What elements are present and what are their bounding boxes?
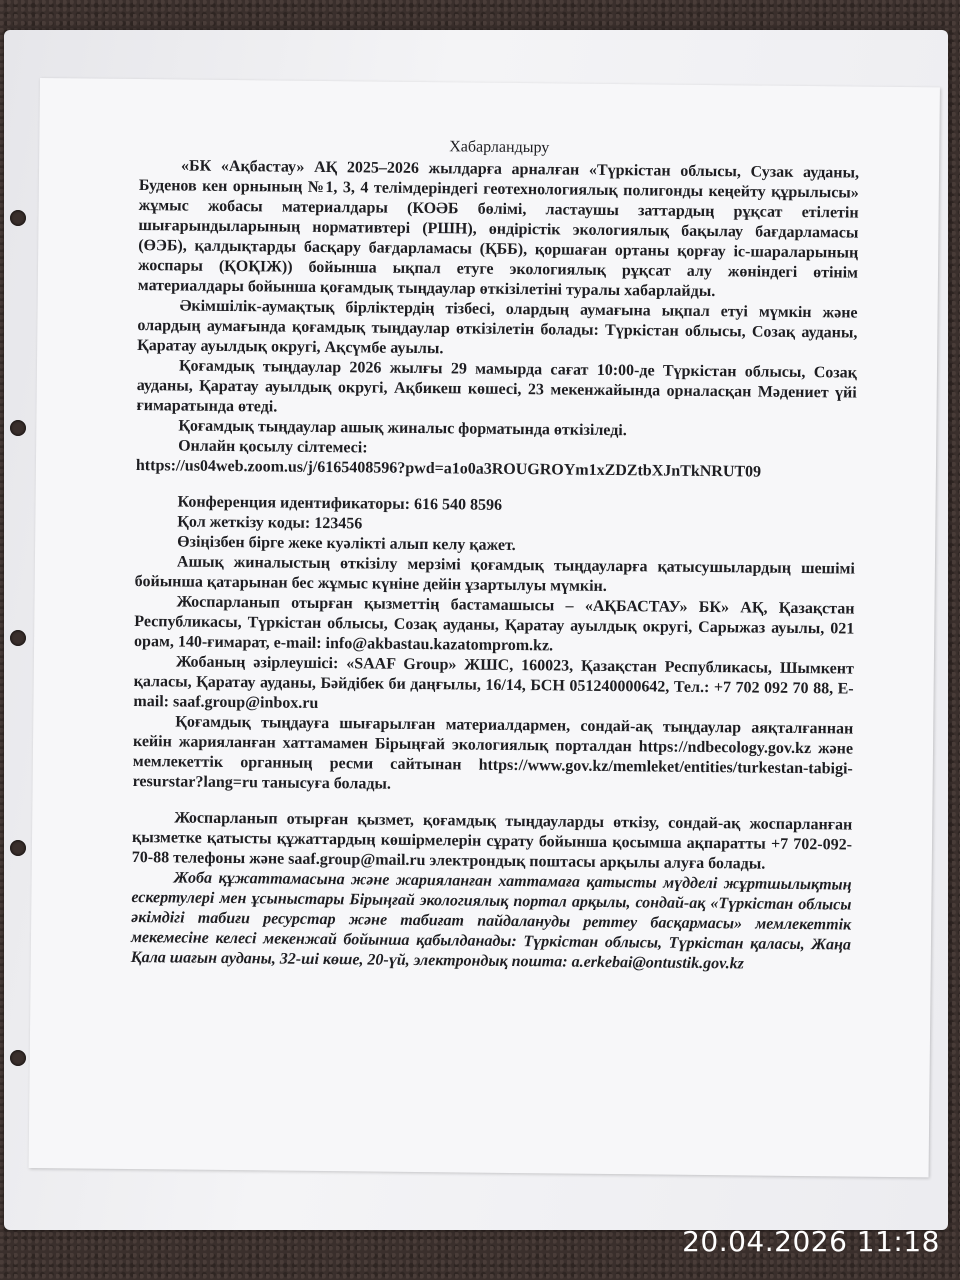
binder-hole <box>10 630 26 646</box>
paragraph-info-request: Жоспарланып отырған қызмет, қоғамдық тыңдауларды өткізу, сондай-ақ жоспарланған қызметке қатысты құжаттардың көшірмелерін сұрату бойынша қосымша ақпаратты +7 702-092-70-88 телефоны және saaf.group@mail.ru электрондық поштасы арқылы алуға болады. <box>131 809 853 873</box>
paragraph-territories: Әкімшілік-аумақтық бірліктердің тізбесі, олардың аумағына ықпал етуі мүмкін және олардың аумағында қоғамдық тыңдаулар өткізілетін болады: Түркістан облысы, Созақ ауданы, Қаратау ауылдық округі, Ақсүмбе ауылы. <box>137 297 858 358</box>
plastic-sleeve <box>4 30 948 1230</box>
paragraph-extension: Ашық жиналыстың өткізілу мерзімі қоғамдық тыңдауларға қатысушылардың шешімі бойынша қатарынан бес жұмыс күніне дейін ұзартылуы мүмкін. <box>134 553 855 595</box>
paragraph-intro: «БК «Ақбастау» АҚ 2025–2026 жылдарға арналған «Түркістан облысы, Сузак ауданы, Буденов кен орнының №1, 3, 4 телімдеріндегі геотехнологиялық полигонды кеңейту құрылысы» жұмыс жобасы материалдары (КОӘБ бөлімі, ластаушы заттардың рұқсат етілетін шығарындыларының нормативтері (РШН), өндірістік экологиялық бақылау бағдарламасы (ӨЭБ), қалдықтарды басқару бағдарламасы (ҚББ), қоршаған ортаны қорғау іс-шараларының жоспары (ҚОҚІЖ)) бойынша ықпал етуге экологиялық рұқсат алу жөніндегі өтінім материалдары бойынша қоғамдық тыңдаулар өткізілетіні туралы хабарлайды. <box>137 157 860 301</box>
paragraph-online-label: Онлайн қосылу сілтемесі: <box>178 437 368 457</box>
zoom-link: https://us04web.zoom.us/j/6165408596?pwd=a1o0a3ROUGROYm1xZDZtbXJnTkNRUT09 <box>135 457 762 481</box>
paragraph-date-venue: Қоғамдық тыңдаулар 2026 жылғы 29 мамырда сағат 10:00-де Түркістан облысы, Созақ ауданы, Қаратау ауылдық округі, Ақбикеш көшесі, 23 мекенжайында орналасқан Мәдениет үйі ғимаратында өтеді. <box>136 357 858 416</box>
paragraph-format: Қоғамдық тыңдаулар ашық жиналыс форматында өткізіледі. <box>178 417 627 440</box>
notice-paper <box>29 78 940 1177</box>
notice-title: Хабарландыру <box>449 138 550 157</box>
access-code: Қол жеткізу коды: 123456 <box>177 513 363 533</box>
paragraph-materials: Қоғамдық тыңдауға шығарылған материалдармен, сондай-ақ тыңдаулар аяқталғаннан кейін жарияланған хаттамамен Бірыңғай экологиялық порталдан https://ndbecology.gov.kz және мемлекеттік органның ресми сайтынан https://www.gov.kz/memleket/entities/turkestan-tabigi-resurstar?lang=ru танысуға болады. <box>132 713 854 793</box>
binder-hole <box>10 1050 26 1066</box>
photo-timestamp: 20.04.2026 11:18 <box>682 1225 940 1258</box>
binder-hole <box>10 420 26 436</box>
binder-hole <box>10 210 26 226</box>
paragraph-initiator: Жоспарланып отырған қызметтің бастамашысы – «АҚБАСТАУ» БК» АҚ, Қазақстан Республикасы, Түркістан облысы, Созақ ауданы, Қаратау ауылдық округі, Сарыжаз ауылы, 021 орам, 140-ғимарат, e-mail: info@akbastau.kazatomprom.kz. <box>134 593 855 655</box>
binder-hole <box>10 840 26 856</box>
notice-content <box>131 134 860 975</box>
conference-id: Конференция идентификаторы: 616 540 8596 <box>177 493 503 514</box>
paragraph-developer: Жобаның әзірлеушісі: «SAAF Group» ЖШС, 160023, Қазақстан Республикасы, Шымкент қаласы, Қаратау ауданы, Бәйдібек би даңғылы, 16/14, БСН 051240000642, Тел.: +7 702 092 70 88, E-mail: saaf.group@inbox.ru <box>133 653 854 712</box>
paragraph-comments: Жоба құжаттамасына және жарияланған хаттамаға қатысты мүдделі жұртшылықтың ескертулері мен ұсыныстары Бірыңғай экологиялық портал арқылы, сондай-ақ «Түркістан облысы әкімдігі табиғи ресурстар және табиғат пайдалануды реттеу басқармасы» мемлекеттік мекемесіне келесі мекенжай бойынша қабылданады: Түркістан облысы, Түркістан қаласы, Жаңа Қала шағын ауданы, 32-ші көше, 20-үй, электрондық пошта: a.erkebai@ontustik.gov.kz <box>130 869 852 973</box>
id-card-note: Өзіңізбен бірге жеке куәлікті алып келу қажет. <box>177 533 516 555</box>
